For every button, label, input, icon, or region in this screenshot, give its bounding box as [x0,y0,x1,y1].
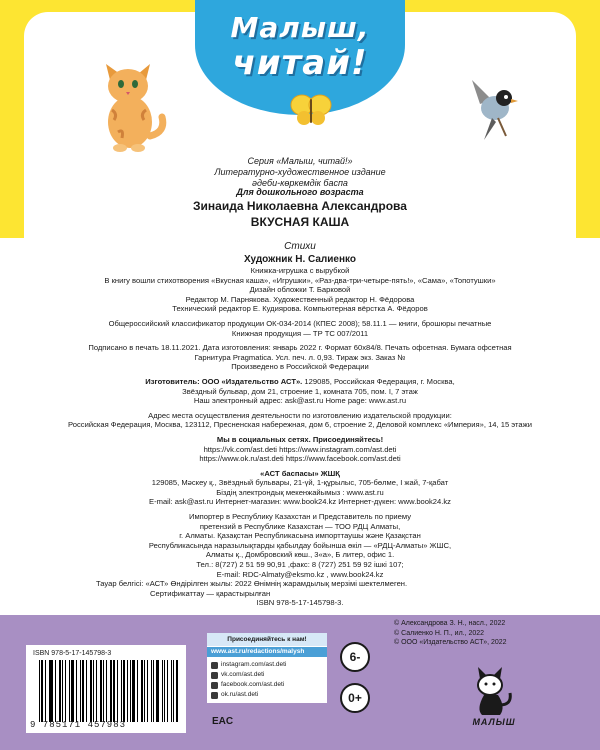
footer-panel [0,615,600,750]
barcode-stripe [103,660,104,722]
barcode-stripe [96,660,97,722]
bird-illustration [462,70,522,148]
audience-label: Для дошкольного возраста [236,187,364,197]
kz-line: E-mail: ask@ast.ru Интернет-магазин: www.book24.kz Интернет-дүкен: www.book24.kz [149,497,451,507]
barcode-stripe [76,660,77,722]
brand-line: Тауар белгісі: «АСТ» Өндірілген жылы: 2022 Өнімнің жарамдылық мерзімі шектелмеген. [96,579,408,589]
barcode-stripe [151,660,153,722]
social-line: https://www.ok.ru/ast.deti https://www.facebook.com/ast.deti [199,454,401,464]
imprint-line: Книжка-игрушка с вырубкой [250,266,350,275]
kz-line: 129085, Мәскеу қ., Звёздный бульвары, 21-үй, 1-құрылыс, 705-бөлме, I жай, 7-қабат [151,478,449,488]
barcode-stripe [93,660,94,722]
artist: Художник Н. Салиенко [243,254,356,265]
series-info [120,156,480,189]
barcode-stripe [50,660,53,722]
barcode-stripe [65,660,66,722]
barcode-stripe [130,660,131,722]
barcode-stripe [123,660,125,722]
barcode-stripe [106,660,107,722]
copyright-line: © Салиенко Н. П., ил., 2022 [394,629,485,637]
importer-line: Алматы қ., Домбровский көш., 3«а», Б литер, офис 1. [205,550,395,560]
barcode-stripe [176,660,178,722]
maker-label: Изготовитель: ООО «Издательство АСТ». [145,376,303,386]
importer-line: Импортер в Республику Казахстан и Представитель по приему [188,512,412,522]
barcode-stripe [39,660,40,722]
copyright-line: © ООО «Издательство АСТ», 2022 [394,639,507,646]
cert-line: Сертификаттау — қарастырылған [150,588,271,598]
social-link-text: ok.ru/ast.deti [221,691,259,698]
barcode-stripe [173,660,174,722]
social-link-ok[interactable] [211,691,258,699]
social-link-instagram[interactable] [211,661,286,669]
print-line: Гарнитура Pragmatica. Усл. печ. л. 0,93. Тираж экз. Заказ № [194,352,406,362]
copyright-block [394,619,507,648]
barcode-stripe [121,660,122,722]
ok-icon [211,692,218,699]
barcode-stripe [144,660,145,722]
social-link-vk[interactable] [211,671,264,679]
maker-line: Звёздный бульвар, дом 21, строение 1, комната 705, пом. I, 7 этаж [182,386,418,396]
social-link-facebook[interactable] [211,681,284,689]
barcode-stripe [113,660,115,722]
copyright-line: © Александрова З. Н., насл., 2022 [394,620,506,627]
barcode-stripe [162,660,163,722]
barcode-stripe [49,660,50,722]
barcode-stripe [100,660,102,722]
classifier-line: Книжная продукция — ТР ТС 007/2011 [231,328,369,338]
barcode-stripe [82,660,84,722]
barcode-stripe [41,660,43,722]
social-link-text: facebook.com/ast.deti [221,681,285,688]
barcode-stripe [110,660,113,722]
eac-mark: EAC [212,716,234,727]
print-line: Подписано в печать 18.11.2021. Дата изготовления: январь 2022 г. Формат 60x84/8. Печать офсетная. Бумага офсетная [88,343,512,353]
instagram-icon [211,662,218,669]
cat-logo-icon [470,665,516,717]
barcode-stripe [164,660,165,722]
kitten-illustration [88,62,168,157]
imprint-line: В книгу вошли стихотворения «Вкусная каша», «Игрушки», «Раз-два-три-четыре-пять!», «Сама», «Топотушки» [104,275,496,285]
maker-line: Наш электронный адрес: ask@ast.ru Home page: www.ast.ru [193,396,407,406]
barcode-box [26,645,186,733]
logo-line-2: читай! [232,43,368,83]
importer-line: Республикасында наразылықтарды қабылдау бойынша өкіл — «РДЦ-Алматы» ЖШС, [148,540,452,550]
imprint-line: Технический редактор Е. Кудиярова. Компьютерная вёрстка А. Фёдоров [172,304,428,314]
barcode-stripe [137,660,138,722]
barcode-stripe [80,660,81,722]
social-line: https://vk.com/ast.deti https://www.instagram.com/ast.deti [203,444,397,454]
join-label: Присоединяйтесь к нам! [207,633,327,646]
genre: Стихи [284,241,316,252]
barcode-stripe [86,660,87,722]
barcode-stripe [117,660,118,722]
address-line: Адрес места осуществления деятельности по изготовлению издательской продукции: [148,410,452,420]
barcode-stripe [71,660,74,722]
barcode-stripe [90,660,93,722]
print-line: Произведено в Российской Федерации [231,362,369,372]
series-line: Серия «Малыш, читай!» [247,156,353,166]
social-title: Мы в социальных сетях. Присоединяйтесь! [216,434,384,444]
classifier-line: Общероссийский классификатор продукции ОК-034-2014 (КПЕС 2008); 58.11.1 — книги, брошюры печатные [108,318,492,328]
importer-line: Тел.: 8(727) 2 51 59 90,91 ,факс: 8 (727) 251 59 92 ішкі 107; [196,560,404,570]
kz-title: «АСТ баспасы» ЖШҚ [260,468,340,478]
imprint-line: Дизайн обложки Т. Барковой [249,285,351,295]
butterfly-illustration [290,93,332,127]
publisher-logo-word: МАЛЫШ [472,717,516,727]
imprint-line: Редактор М. Парнякова. Художественный редактор Н. Фёдорова [185,294,415,304]
barcode-stripe [62,660,63,722]
importer-line: претензий в Республике Казахстан — ТОО РДЦ Алматы, [199,521,401,531]
barcode-stripe [55,660,56,722]
barcode-stripe [127,660,128,722]
age-badge-0: 0+ [340,683,370,713]
barcode-stripe [156,660,159,722]
vk-icon [211,672,218,679]
barcode-stripe [167,660,169,722]
isbn-line: ISBN 978-5-17-145798-3. [256,598,344,608]
publisher-logo [448,665,538,735]
barcode-stripe [132,660,135,722]
site-link[interactable]: www.ast.ru/redactions/malysh [207,647,327,657]
barcode-stripe [69,660,71,722]
maker-line [40,377,560,387]
barcode-stripe [59,660,61,722]
barcode-stripe [141,660,143,722]
social-link-text: instagram.com/ast.deti [221,661,287,668]
importer-line: г. Алматы. Қазақстан Республикасына импорттаушы және Қазақстан [179,531,421,541]
age-badge-6: 6- [340,642,370,672]
facebook-icon [211,682,218,689]
series-line: Литературно-художественное издание [214,167,386,177]
address-line: Российская Федерация, Москва, 123112, Пресненская набережная, дом 6, строение 2, Деловой комплекс «Империя», 14, 15 этажи [68,420,532,430]
barcode-stripe [45,660,46,722]
imprint-block [40,240,560,608]
author-name: Зинаида Николаевна Александрова [193,199,407,213]
isbn-label: ISBN 978-5-17-145798-3 [33,650,112,657]
barcode-digits: 9 785171 457983 [30,720,127,730]
barcode-stripe [153,660,154,722]
barcode-stripe [147,660,148,722]
barcode-icon [39,660,181,722]
logo-line-1: Малыш, [230,11,370,44]
social-link-text: vk.com/ast.deti [221,671,265,678]
maker-address: 129085, Российская Федерация, г. Москва, [304,376,455,386]
importer-line: E-mail: RDC-Almaty@eksmo.kz , www.book24.kz [216,569,384,579]
book-title: ВКУСНАЯ КАША [250,215,350,229]
barcode-stripe [171,660,172,722]
series-line: әдеби-көркемдік баспа [252,178,348,188]
kz-line: Біздің электрондық мекенжайымыз : www.ast.ru [216,487,384,497]
